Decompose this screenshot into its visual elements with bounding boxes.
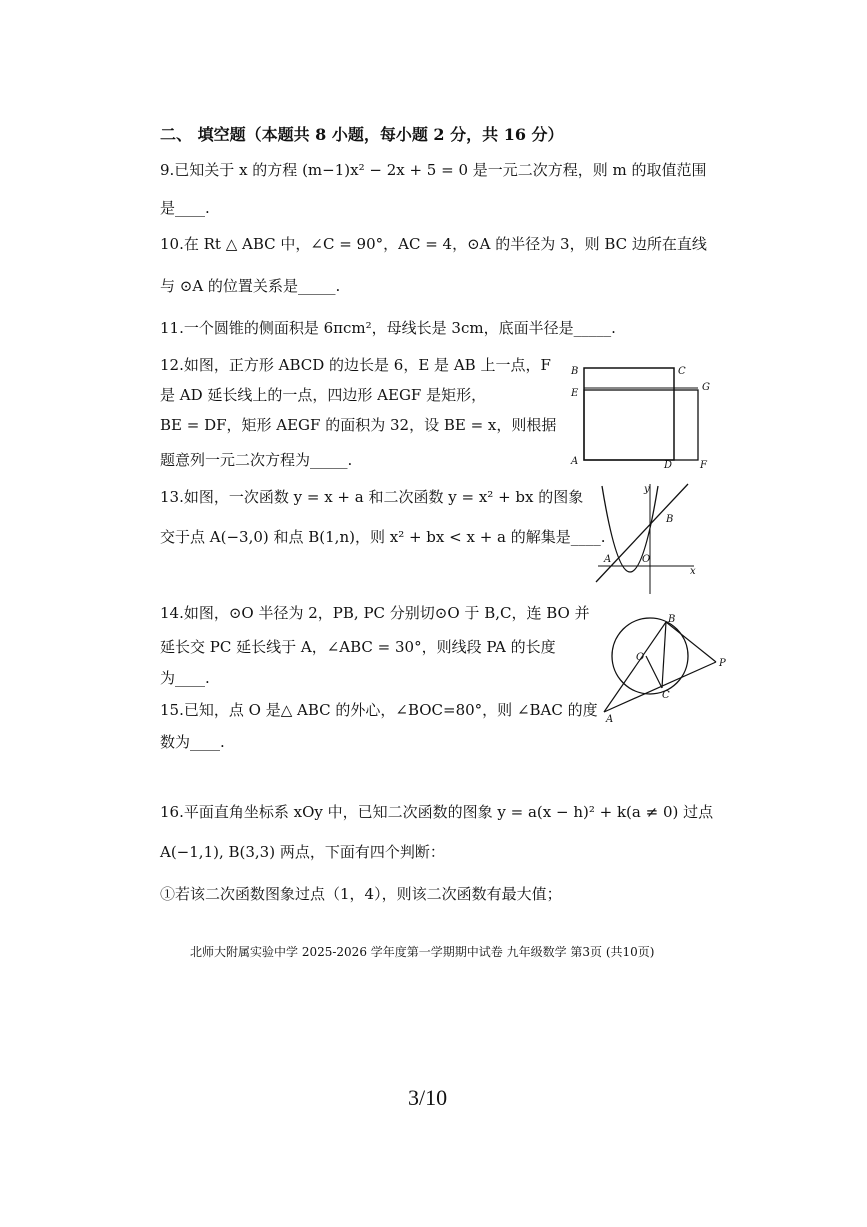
question-12-line-1: 12.如图，正方形 ABCD 的边长是 6，E 是 AB 上一点，F	[160, 356, 551, 374]
rectangle-aegf	[584, 390, 698, 460]
question-9-line-2: 是____.	[160, 199, 210, 217]
line-bc	[662, 622, 666, 688]
label-a: A	[606, 714, 614, 725]
label-p: P	[719, 658, 726, 669]
question-12-line-3: BE = DF，矩形 AEGF 的面积为 32，设 BE = x，则根据	[160, 416, 557, 434]
question-13-line-1: 13.如图，一次函数 y = x + a 和二次函数 y = x² + bx 的图象	[160, 488, 584, 506]
question-12-line-2: 是 AD 延长线上的一点，四边形 AEGF 是矩形，	[160, 386, 487, 404]
question-14-line-2: 延长交 PC 延长线于 A，∠ABC = 30°，则线段 PA 的长度	[160, 638, 556, 656]
label-a: A	[571, 456, 579, 467]
label-d: D	[664, 460, 673, 471]
page-number: 3/10	[408, 1085, 448, 1110]
question-12-line-4: 题意列一元二次方程为_____.	[160, 451, 353, 469]
question-11-line-1: 11.一个圆锥的侧面积是 6πcm²，母线长是 3cm，底面半径是_____.	[160, 319, 616, 337]
label-x: x	[690, 566, 696, 577]
label-f: F	[700, 460, 707, 471]
question-14-line-3: 为____.	[160, 669, 210, 687]
label-o: O	[642, 554, 651, 565]
figure-14-circle-tangent-diagram	[598, 612, 733, 727]
page-footer: 北师大附属实验中学 2025-2026 学年度第一学期期中试卷 九年级数学 第3页 (共10页)	[190, 945, 655, 959]
line-pb	[666, 622, 716, 662]
label-y: y	[644, 484, 650, 495]
section-heading: 二、 填空题（本题共 8 小题，每小题 2 分，共 16 分）	[160, 125, 564, 144]
label-a: A	[604, 554, 612, 565]
label-b: B	[571, 366, 579, 377]
question-9-line-1: 9.已知关于 x 的方程 (m−1)x² − 2x + 5 = 0 是一元二次方程，则 m 的取值范围	[160, 161, 707, 179]
square-abcd	[584, 368, 674, 460]
question-10-line-1: 10.在 Rt △ ABC 中，∠C = 90°，AC = 4，⊙A 的半径为 3，则 BC 边所在直线	[160, 235, 707, 253]
question-16-line-2: A(−1,1), B(3,3) 两点，下面有四个判断：	[160, 843, 445, 861]
figure-13-function-graph	[590, 478, 700, 598]
question-16-line-1: 16.平面直角坐标系 xOy 中，已知二次函数的图象 y = a(x − h)² + k(a ≠ 0) 过点	[160, 803, 714, 821]
label-b: B	[668, 614, 676, 625]
line-oc	[646, 656, 662, 688]
label-c: C	[678, 366, 686, 377]
linear-function-line	[596, 484, 688, 582]
circle-o	[612, 618, 688, 694]
label-e: E	[571, 388, 579, 399]
question-14-line-1: 14.如图，⊙O 半径为 2，PB, PC 分别切⊙O 于 B,C，连 BO 并	[160, 604, 590, 622]
question-16-line-3: ①若该二次函数图象过点（1，4），则该二次函数有最大值；	[160, 885, 562, 903]
figure-12-rectangle-diagram	[568, 360, 718, 472]
question-15-line-1: 15.已知，点 O 是△ ABC 的外心，∠BOC=80°，则 ∠BAC 的度	[160, 701, 598, 719]
question-13-line-2: 交于点 A(−3,0) 和点 B(1,n)，则 x² + bx < x + a 的解集是____.	[160, 528, 606, 546]
label-c: C	[662, 690, 670, 701]
label-o: O	[636, 652, 645, 663]
label-g: G	[702, 382, 710, 393]
question-15-line-2: 数为____.	[160, 733, 225, 751]
label-b: B	[666, 514, 674, 525]
question-10-line-2: 与 ⊙A 的位置关系是_____.	[160, 277, 341, 295]
